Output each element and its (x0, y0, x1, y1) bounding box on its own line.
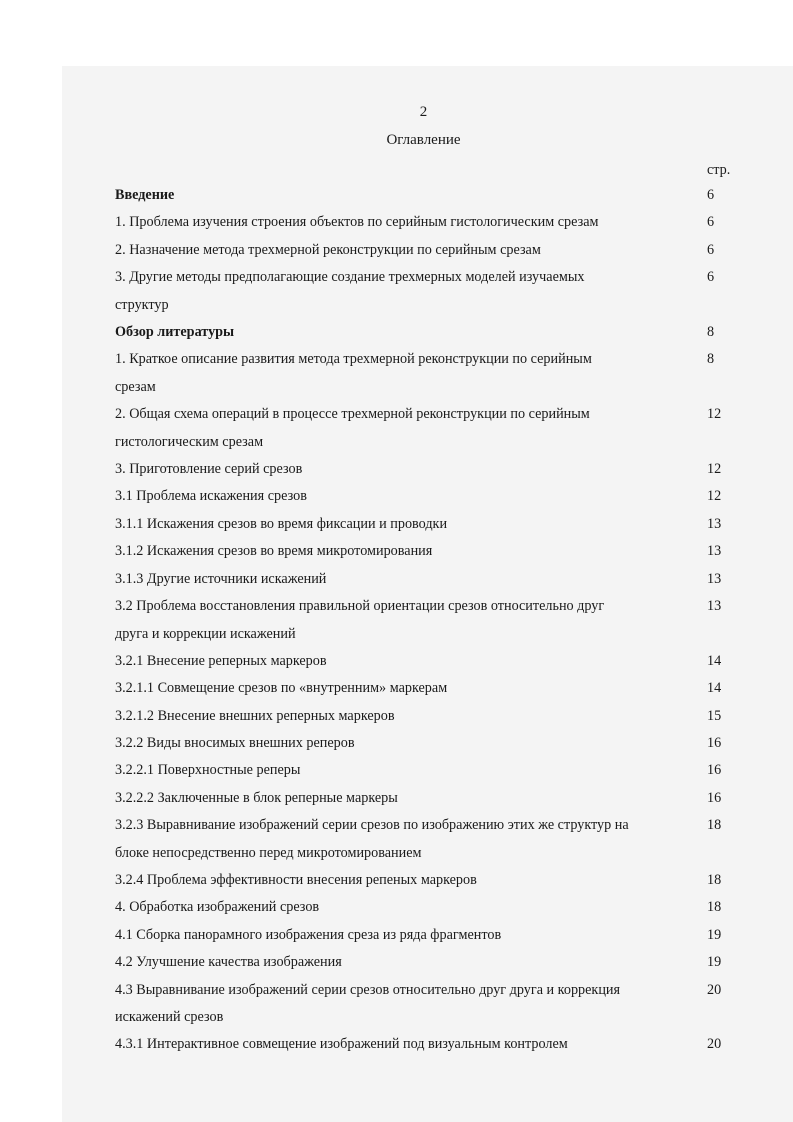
toc-entry-line: 3.2.3 Выравнивание изображений серии срезов по изображению этих же структур на (115, 817, 629, 834)
toc-entry-line: 3.1.2 Искажения срезов во время микротомирования (115, 543, 433, 560)
toc-entry-title (115, 182, 705, 210)
toc-entry-page: 18 (707, 872, 722, 888)
toc-entry-line: 2. Назначение метода трехмерной реконструкции по серийным срезам (115, 241, 541, 258)
toc-entry-line: срезам (115, 378, 156, 395)
toc-entry-title (115, 894, 705, 922)
toc-entry-page: 14 (707, 680, 722, 697)
toc-entry-page: 8 (707, 324, 715, 340)
toc-entry-line: 3.2.1 Внесение реперных маркеров (115, 652, 327, 669)
toc-entry-title (115, 483, 705, 511)
toc-entry-title (115, 1031, 705, 1059)
toc-entry-line: блоке непосредственно перед микротомированием (115, 844, 422, 861)
toc-entry-line: 2. Общая схема операций в процессе трехмерной реконструкции по серийным (115, 406, 590, 423)
toc-entry-page: 16 (707, 762, 722, 779)
toc-entry-page: 12 (707, 488, 722, 505)
toc-entry-page: 14 (707, 652, 722, 669)
toc-entry-line: 3.2.2.2 Заключенные в блок реперные маркеры (115, 789, 398, 806)
toc-entry-page: 19 (707, 954, 722, 971)
toc-entry-line: друга и коррекции искажений (115, 625, 296, 642)
toc-entry-line: 3.1 Проблема искажения срезов (115, 488, 307, 505)
toc-entry-page: 16 (707, 735, 722, 751)
toc-entry-page: 19 (707, 926, 722, 943)
toc-entry-title (115, 346, 705, 401)
toc-entry-page: 13 (707, 515, 722, 532)
toc-title: Оглавление (386, 132, 461, 148)
toc-entry-line: структур (115, 296, 169, 313)
toc-entry-page: 13 (707, 543, 722, 560)
toc-entry-line: 1. Краткое описание развития метода трехмерной реконструкции по серийным (115, 351, 592, 368)
toc-entry-title (115, 648, 705, 676)
toc-entry-page: 18 (707, 899, 722, 916)
toc-entry-title (115, 566, 705, 594)
toc-entry-line: 3.2.1.1 Совмещение срезов по «внутренним» маркерам (115, 680, 448, 697)
toc-entry-title (115, 593, 705, 648)
toc-entry-title (115, 401, 705, 456)
toc-entry-title (115, 456, 705, 484)
toc-entry-line: 3.2.2.1 Поверхностные реперы (115, 762, 301, 779)
toc-entry-page: 6 (707, 214, 715, 231)
toc-entry-title (115, 949, 705, 977)
toc-entry-line: искажений срезов (115, 1009, 224, 1026)
toc-entry-title (115, 812, 705, 867)
toc-entry-title (115, 757, 705, 785)
toc-entry-page: 13 (707, 598, 722, 614)
toc-entry-title (115, 675, 705, 703)
toc-entry-page: 18 (707, 817, 722, 834)
toc-entry-page: 13 (707, 570, 722, 587)
toc-entry-title (115, 730, 705, 758)
toc-entry-line: Введение (115, 187, 175, 203)
toc-entry-title (115, 237, 705, 265)
toc-entry-title (115, 264, 705, 319)
toc-entry-line: 4.3 Выравнивание изображений серии срезов относительно друг друга и коррекция (115, 981, 621, 998)
toc-entry-page: 6 (707, 269, 715, 286)
toc-entry-line: 3.1.1 Искажения срезов во время фиксации и проводки (115, 515, 448, 532)
toc-entry-title (115, 511, 705, 539)
toc-entry-page: 12 (707, 461, 722, 477)
toc-entry-page: 20 (707, 981, 722, 998)
toc-entry-page: 6 (707, 187, 715, 203)
toc-entry-page: 20 (707, 1036, 722, 1053)
toc-entry-line: 3.2 Проблема восстановления правильной ориентации срезов относительно друг (115, 598, 605, 614)
toc-entry-title (115, 209, 705, 237)
page-number: 2 (419, 104, 428, 120)
toc-entry-title (115, 867, 705, 895)
toc-entry-page: 16 (707, 789, 722, 806)
toc-entry-line: 3. Другие методы предполагающие создание трехмерных моделей изучаемых (115, 269, 585, 286)
toc-entry-page: 6 (707, 241, 715, 258)
toc-entry-line: Обзор литературы (115, 324, 235, 340)
toc-entry-title (115, 785, 705, 813)
toc-entry-line: 3.2.4 Проблема эффективности внесения репеных маркеров (115, 872, 477, 888)
toc-entry-line: 3. Приготовление серий срезов (115, 461, 303, 477)
toc-entry-line: 3.1.3 Другие источники искажений (115, 570, 327, 587)
toc-entry-title (115, 538, 705, 566)
toc-entry-page: 12 (707, 406, 722, 423)
toc-entry-line: 4.2 Улучшение качества изображения (115, 954, 342, 971)
pages-column-label: стр. (707, 162, 731, 178)
toc-entry-title (115, 977, 705, 1032)
toc-entry-line: 3.2.2 Виды вносимых внешних реперов (115, 735, 355, 751)
toc-entry-title (115, 319, 705, 347)
toc-entry-line: 1. Проблема изучения строения объектов по серийным гистологическим срезам (115, 214, 599, 231)
toc-entry-line: 4.3.1 Интерактивное совмещение изображений под визуальным контролем (115, 1036, 568, 1053)
toc-entry-line: 4.1 Сборка панорамного изображения среза из ряда фрагментов (115, 926, 502, 943)
toc-entry-title (115, 703, 705, 731)
toc-entry-title (115, 922, 705, 950)
toc-entry-line: 3.2.1.2 Внесение внешних реперных маркеров (115, 707, 395, 724)
toc-entry-line: 4. Обработка изображений срезов (115, 899, 320, 916)
toc-entry-page: 8 (707, 351, 715, 368)
toc-entry-page: 15 (707, 707, 722, 724)
toc-entry-line: гистологическим срезам (115, 433, 264, 450)
